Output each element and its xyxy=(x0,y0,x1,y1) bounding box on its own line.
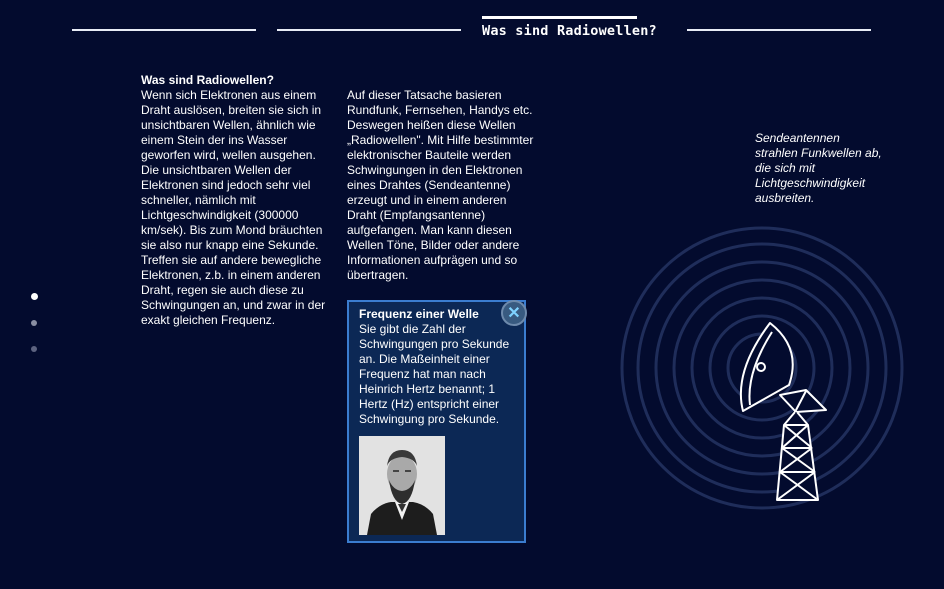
page-title-block xyxy=(482,16,657,39)
antenna-illustration xyxy=(610,220,910,525)
close-button[interactable] xyxy=(501,300,527,326)
text-column-1 xyxy=(141,73,326,328)
header-rule-left xyxy=(72,29,256,31)
column-1-heading: Was sind Radiowellen? xyxy=(141,73,274,87)
radio-antenna-icon xyxy=(610,220,910,520)
column-2-text: Auf dieser Tatsache basieren Rundfunk, Fernsehen, Handys etc. Deswegen heißen diese Wellen „Radiowellen". Mit Hilfe bestimmter elektronischer Bauteile werden Schwingungen in den Elektronen eines Drahtes (Sendeantenne) erzeugt und in einem anderen Draht (Empfangsantenne) aufgefangen. Man kann diesen Wellen Töne, Bilder oder andere Informationen aufprägen und so übertragen. xyxy=(347,88,534,282)
page-dot-3[interactable] xyxy=(31,346,37,352)
page-dot-1[interactable] xyxy=(31,293,38,300)
antenna-caption: Sendeantennen strahlen Funkwellen ab, die sich mit Lichtgeschwindigkeit ausbreiten. xyxy=(755,131,882,205)
title-underline-bar xyxy=(482,16,637,19)
page-title: Was sind Radiowellen? xyxy=(482,23,657,39)
page-dot-2[interactable] xyxy=(31,320,37,326)
header-rule-right xyxy=(687,29,871,31)
frequency-info-box xyxy=(347,300,526,543)
header-rule-middle xyxy=(277,29,461,31)
portrait-image xyxy=(359,436,445,535)
close-icon: ✕ xyxy=(507,304,521,322)
portrait-heinrich-hertz-icon xyxy=(359,436,445,535)
info-box-text: Sie gibt die Zahl der Schwingungen pro Sekunde an. Die Maßeinheit einer Frequenz hat man nach Heinrich Hertz benannt; 1 Hertz (Hz) entspricht einer Schwingung pro Sekunde. xyxy=(359,322,510,426)
text-column-2 xyxy=(347,88,537,283)
info-box-heading: Frequenz einer Welle xyxy=(359,307,479,321)
column-1-text: Wenn sich Elektronen aus einem Draht auslösen, breiten sie sich in unsichtbaren Wellen, ähnlich wie einem Stein der ins Wasser geworfen wird, wellen ausgehen. Die unsichtbaren Wellen der Elektronen sind jedoch sehr viel schneller, nämlich mit Lichtgeschwindigkeit (300000 km/sek). Bis zum Mond bräuchten sie also nur knapp eine Sekunde. Treffen sie auf andere bewegliche Elektronen, z.b. in einem anderen Draht, regen sie auch diese zu Schwingungen an, und zwar in der exakt gleichen Frequenz. xyxy=(141,88,326,327)
